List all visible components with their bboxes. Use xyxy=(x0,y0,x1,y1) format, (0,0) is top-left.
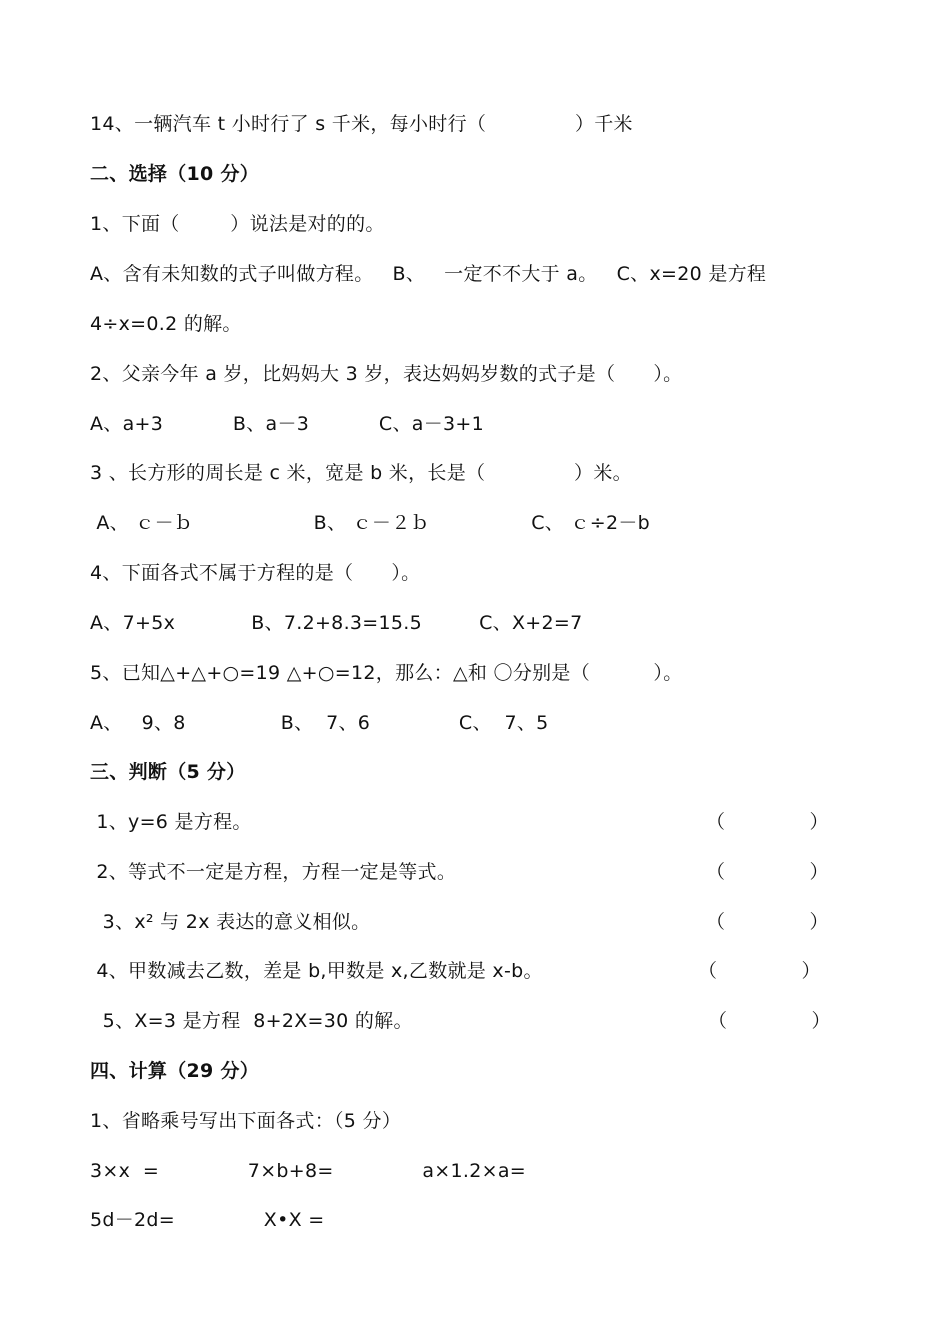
judgment-item: 5、X=3 是方程 8+2X=30 的解。 xyxy=(90,1010,413,1032)
section-2-q3-options: A、 ｃ－ｂ B、 ｃ－２ｂ C、 ｃ÷2－b xyxy=(90,512,651,534)
section-3-title: 三、判断（5 分） xyxy=(90,761,246,783)
section-2-q4-options: A、7+5x B、7.2+8.3=15.5 C、X+2=7 xyxy=(90,612,583,634)
section-2-q1-options: A、含有未知数的式子叫做方程。 B、 一定不不大于 a。 C、x=20 是方程 xyxy=(90,263,767,285)
section-2-q3: 3 、长方形的周长是 c 米，宽是 b 米，长是（ ）米。 xyxy=(90,462,632,484)
judgment-item: 3、x² 与 2x 表达的意义相似。 xyxy=(90,911,371,933)
section-2-q1: 1、下面（ ）说法是对的的。 xyxy=(90,213,385,235)
section-2-q2: 2、父亲今年 a 岁，比妈妈大 3 岁，表达妈妈岁数的式子是（ ）。 xyxy=(90,363,683,385)
judgment-answer-blank[interactable]: （ ） xyxy=(706,911,829,933)
section-2-q2-options: A、a+3 B、a－3 C、a－3+1 xyxy=(90,413,484,435)
section-2-q5: 5、已知△+△+○=19 △+○=12，那么：△和 〇分别是（ ）。 xyxy=(90,662,683,684)
section-2-title: 二、选择（10 分） xyxy=(90,163,260,185)
section-4-q1: 1、省略乘号写出下面各式：（5 分） xyxy=(90,1110,402,1132)
section-2-q5-options: A、 9、8 B、 7、6 C、 7、5 xyxy=(90,712,549,734)
judgment-answer-blank[interactable]: （ ） xyxy=(706,861,829,883)
judgment-answer-blank[interactable]: （ ） xyxy=(708,1010,831,1032)
section-4-title: 四、计算（29 分） xyxy=(90,1060,260,1082)
judgment-item: 2、等式不一定是方程，方程一定是等式。 xyxy=(90,861,457,883)
question-14: 14、一辆汽车 t 小时行了 s 千米，每小时行（ ）千米 xyxy=(90,113,633,135)
judgment-item: 4、甲数减去乙数，差是 b,甲数是 x,乙数就是 x-b。 xyxy=(90,960,543,982)
section-4-row-2: 5d－2d= X•X = xyxy=(90,1209,325,1231)
section-2-q1-options-cont: 4÷x=0.2 的解。 xyxy=(90,313,242,335)
judgment-answer-blank[interactable]: （ ） xyxy=(706,811,829,833)
section-2-q4: 4、下面各式不属于方程的是（ ）。 xyxy=(90,562,421,584)
section-4-row-1: 3×x = 7×b+8= a×1.2×a= xyxy=(90,1160,527,1182)
judgment-item: 1、y=6 是方程。 xyxy=(90,811,252,833)
judgment-answer-blank[interactable]: （ ） xyxy=(698,960,821,982)
